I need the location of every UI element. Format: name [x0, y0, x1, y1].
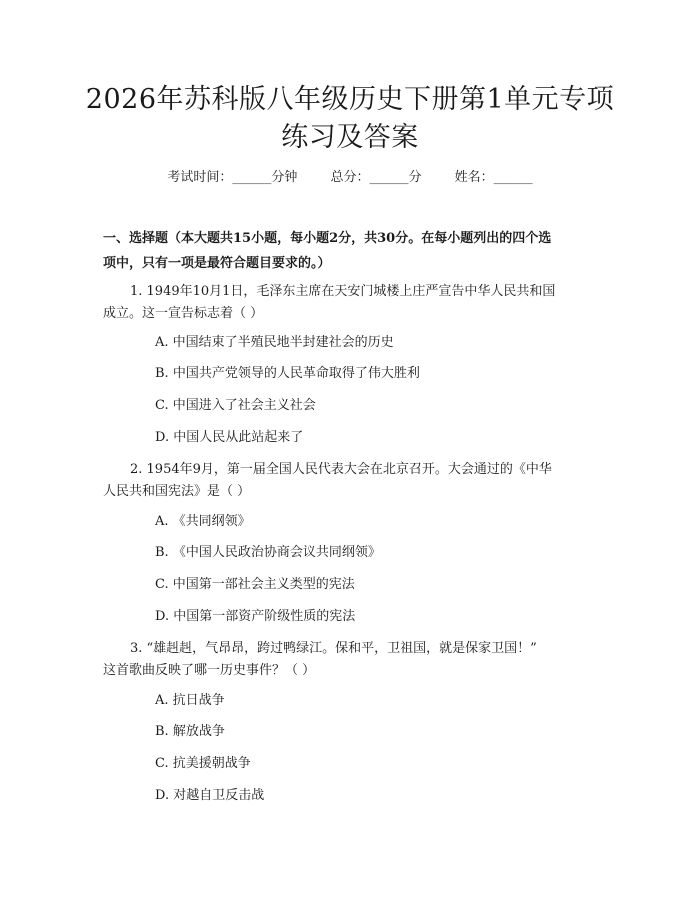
question-1-option-b: B. 中国共产党领导的人民革命取得了伟大胜利: [155, 366, 420, 381]
question-2-option-d: D. 中国第一部资产阶级性质的宪法: [155, 609, 356, 624]
score-label: 总分：: [330, 170, 370, 185]
question-1-option-a: A. 中国结束了半殖民地半封建社会的历史: [155, 335, 394, 350]
page-title-line-2: 练习及答案: [281, 122, 419, 153]
question-2-option-a: A. 《共同纲领》: [155, 514, 251, 529]
question-1-line-2: 成立。这一宣告标志着（ ）: [103, 306, 264, 321]
exam-meta: [0, 168, 700, 188]
time-blank: ______: [232, 170, 272, 185]
question-1-option-c: C. 中国进入了社会主义社会: [155, 398, 316, 413]
time-unit: 分钟: [271, 170, 298, 185]
section-heading-line-1: 一、选择题（本大题共15小题，每小题2分，共30分。在每小题列出的四个选: [103, 231, 552, 246]
question-2-option-c: C. 中国第一部社会主义类型的宪法: [155, 577, 355, 592]
question-3-option-d: D. 对越自卫反击战: [155, 788, 265, 803]
score-blank: ______: [369, 170, 409, 185]
question-3-option-c: C. 抗美援朝战争: [155, 756, 251, 771]
question-3-option-b: B. 解放战争: [155, 724, 225, 739]
question-3-line-1: 3. “雄赳赳，气昂昂，跨过鸭绿江。保和平，卫祖国，就是保家卫国！”: [130, 641, 537, 656]
question-3-line-2: 这首歌曲反映了哪一历史事件？（ ）: [103, 663, 316, 678]
question-2-line-2: 人民共和国宪法》是（ ）: [103, 484, 251, 499]
time-label: 考试时间：: [167, 170, 233, 185]
score-unit: 分: [408, 170, 422, 185]
page-title-line-1: 2026年苏科版八年级历史下册第1单元专项: [85, 84, 615, 115]
question-3-option-a: A. 抗日战争: [155, 693, 225, 708]
section-heading-line-2: 项中，只有一项是最符合题目要求的。）: [103, 256, 331, 271]
question-2-line-1: 2. 1954年9月，第一届全国人民代表大会在北京召开。大会通过的《中华: [130, 462, 552, 477]
question-2-option-b: B. 《中国人民政治协商会议共同纲领》: [155, 545, 381, 560]
name-blank: ______: [493, 170, 533, 185]
question-1-line-1: 1. 1949年10月1日，毛泽东主席在天安门城楼上庄严宣告中华人民共和国: [130, 284, 556, 299]
name-label: 姓名：: [454, 170, 494, 185]
question-1-option-d: D. 中国人民从此站起来了: [155, 430, 304, 445]
